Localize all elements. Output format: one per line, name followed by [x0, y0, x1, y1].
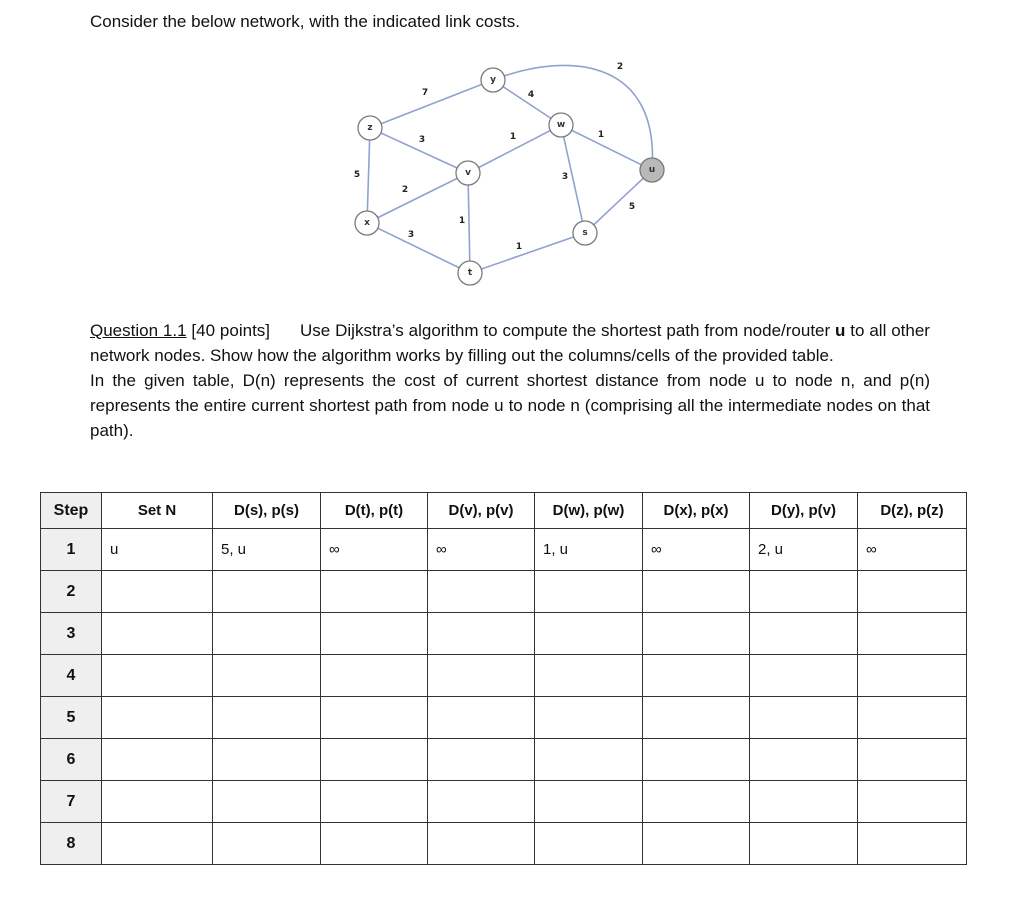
table-cell[interactable]	[213, 613, 321, 655]
question-block	[90, 318, 930, 443]
table-cell[interactable]	[428, 697, 535, 739]
step-number: 1	[41, 529, 102, 571]
link-cost-x-v: 2	[401, 185, 409, 195]
table-cell[interactable]	[858, 697, 967, 739]
table-cell[interactable]	[643, 739, 750, 781]
step-number: 2	[41, 571, 102, 613]
table-cell[interactable]	[102, 823, 213, 865]
table-cell[interactable]	[102, 613, 213, 655]
step-number: 6	[41, 739, 102, 781]
table-cell[interactable]	[102, 571, 213, 613]
table-cell[interactable]	[428, 613, 535, 655]
table-cell[interactable]	[643, 655, 750, 697]
link-s-u	[585, 170, 652, 233]
table-cell[interactable]: 5, u	[213, 529, 321, 571]
table-row	[41, 697, 967, 739]
node-label-u: u	[648, 165, 656, 175]
node-label-x: x	[364, 218, 370, 228]
table-cell[interactable]	[750, 655, 858, 697]
network-diagram	[330, 55, 670, 295]
table-header-row	[41, 493, 967, 529]
table-row	[41, 823, 967, 865]
link-cost-z-x: 5	[353, 170, 361, 180]
table-cell[interactable]	[643, 571, 750, 613]
table-cell[interactable]	[213, 823, 321, 865]
column-header: D(v), p(v)	[428, 493, 535, 529]
link-x-v	[367, 173, 468, 223]
question-paragraph-2: In the given table, D(n) represents the cost of current shortest distance from node u to node n, and p(n) represents the entire current shortest path from node u to node n (comprising all the intermediate nodes on that path).	[90, 371, 930, 440]
table-cell[interactable]	[213, 697, 321, 739]
table-cell[interactable]: ∞	[321, 529, 428, 571]
table-cell[interactable]: ∞	[858, 529, 967, 571]
link-cost-w-u: 1	[597, 130, 605, 140]
link-cost-z-v: 3	[418, 135, 426, 145]
table-cell[interactable]	[858, 781, 967, 823]
table-cell[interactable]	[535, 697, 643, 739]
node-label-v: v	[465, 168, 471, 178]
step-number: 3	[41, 613, 102, 655]
table-cell[interactable]	[321, 739, 428, 781]
link-w-u	[561, 125, 652, 170]
table-cell[interactable]	[428, 655, 535, 697]
link-y-u	[493, 65, 652, 170]
table-cell[interactable]: ∞	[428, 529, 535, 571]
table-cell[interactable]	[321, 823, 428, 865]
source-node-label: u	[835, 321, 846, 340]
table-cell[interactable]	[428, 823, 535, 865]
link-z-x	[367, 128, 370, 223]
table-cell[interactable]	[213, 655, 321, 697]
table-cell[interactable]	[321, 655, 428, 697]
table-cell[interactable]	[643, 823, 750, 865]
table-cell[interactable]	[858, 613, 967, 655]
table-cell[interactable]	[750, 613, 858, 655]
table-cell[interactable]	[643, 697, 750, 739]
link-cost-y-u: 2	[616, 62, 624, 72]
step-number: 5	[41, 697, 102, 739]
table-cell[interactable]	[858, 655, 967, 697]
intro-text: Consider the below network, with the indicated link costs.	[90, 12, 520, 31]
column-header: D(t), p(t)	[321, 493, 428, 529]
table-cell[interactable]	[428, 739, 535, 781]
link-cost-y-w: 4	[527, 90, 535, 100]
link-cost-w-s: 3	[561, 172, 569, 182]
column-header: D(y), p(v)	[750, 493, 858, 529]
column-header: D(s), p(s)	[213, 493, 321, 529]
table-cell[interactable]	[750, 823, 858, 865]
table-cell[interactable]	[213, 739, 321, 781]
link-z-y	[370, 80, 493, 128]
column-header: D(x), p(x)	[643, 493, 750, 529]
link-x-t	[367, 223, 470, 273]
column-header: D(z), p(z)	[858, 493, 967, 529]
table-cell[interactable]	[428, 781, 535, 823]
table-row	[41, 655, 967, 697]
link-cost-t-s: 1	[515, 242, 523, 252]
dijkstra-table	[40, 492, 967, 865]
table-cell[interactable]	[858, 739, 967, 781]
table-cell[interactable]	[750, 571, 858, 613]
table-cell[interactable]	[213, 571, 321, 613]
table-cell[interactable]	[102, 697, 213, 739]
table-body	[41, 529, 967, 865]
column-header: D(w), p(w)	[535, 493, 643, 529]
node-label-s: s	[582, 228, 588, 238]
table-row	[41, 529, 967, 571]
table-cell[interactable]: 1, u	[535, 529, 643, 571]
node-label-y: y	[490, 75, 496, 85]
table-cell[interactable]	[213, 781, 321, 823]
table-cell[interactable]	[535, 823, 643, 865]
table-cell[interactable]	[102, 655, 213, 697]
table-row	[41, 739, 967, 781]
table-cell[interactable]	[535, 781, 643, 823]
table-row	[41, 781, 967, 823]
table-cell[interactable]	[535, 655, 643, 697]
table-cell[interactable]	[535, 613, 643, 655]
question-paragraph-1	[90, 318, 930, 368]
table-cell[interactable]	[750, 697, 858, 739]
link-cost-v-w: 1	[509, 132, 517, 142]
table-cell[interactable]	[643, 613, 750, 655]
table-cell[interactable]	[750, 739, 858, 781]
link-v-t	[468, 173, 470, 273]
table-cell[interactable]: ∞	[643, 529, 750, 571]
question-text-start: Use Dijkstra’s algorithm to compute the shortest path from node/router	[300, 321, 836, 340]
table-cell[interactable]	[750, 781, 858, 823]
link-cost-s-u: 5	[628, 202, 636, 212]
table-cell[interactable]	[321, 697, 428, 739]
table-cell[interactable]	[535, 571, 643, 613]
table-cell[interactable]	[102, 739, 213, 781]
step-number: 4	[41, 655, 102, 697]
node-label-w: w	[556, 120, 566, 130]
table-row	[41, 613, 967, 655]
table-cell[interactable]: u	[102, 529, 213, 571]
node-label-z: z	[367, 123, 373, 133]
link-cost-v-t: 1	[458, 216, 466, 226]
table-cell[interactable]	[535, 739, 643, 781]
link-cost-x-t: 3	[407, 230, 415, 240]
table-cell[interactable]: 2, u	[750, 529, 858, 571]
step-number: 8	[41, 823, 102, 865]
table-cell[interactable]	[428, 571, 535, 613]
question-text-end: to all other network nodes. Show how the algorithm works by filling out the columns/cells of the provided table.	[90, 321, 930, 365]
link-cost-z-y: 7	[421, 88, 429, 98]
column-header: Set N	[102, 493, 213, 529]
question-points: [40 points]	[191, 321, 271, 340]
question-heading: Question 1.1	[90, 321, 187, 340]
column-header: Step	[41, 493, 102, 529]
table-cell[interactable]	[643, 781, 750, 823]
table-cell[interactable]	[321, 613, 428, 655]
table-cell[interactable]	[858, 571, 967, 613]
step-number: 7	[41, 781, 102, 823]
table-cell[interactable]	[321, 571, 428, 613]
table-cell[interactable]	[102, 781, 213, 823]
table-cell[interactable]	[858, 823, 967, 865]
table-cell[interactable]	[321, 781, 428, 823]
link-t-s	[470, 233, 585, 273]
node-label-t: t	[467, 268, 473, 278]
table-row	[41, 571, 967, 613]
